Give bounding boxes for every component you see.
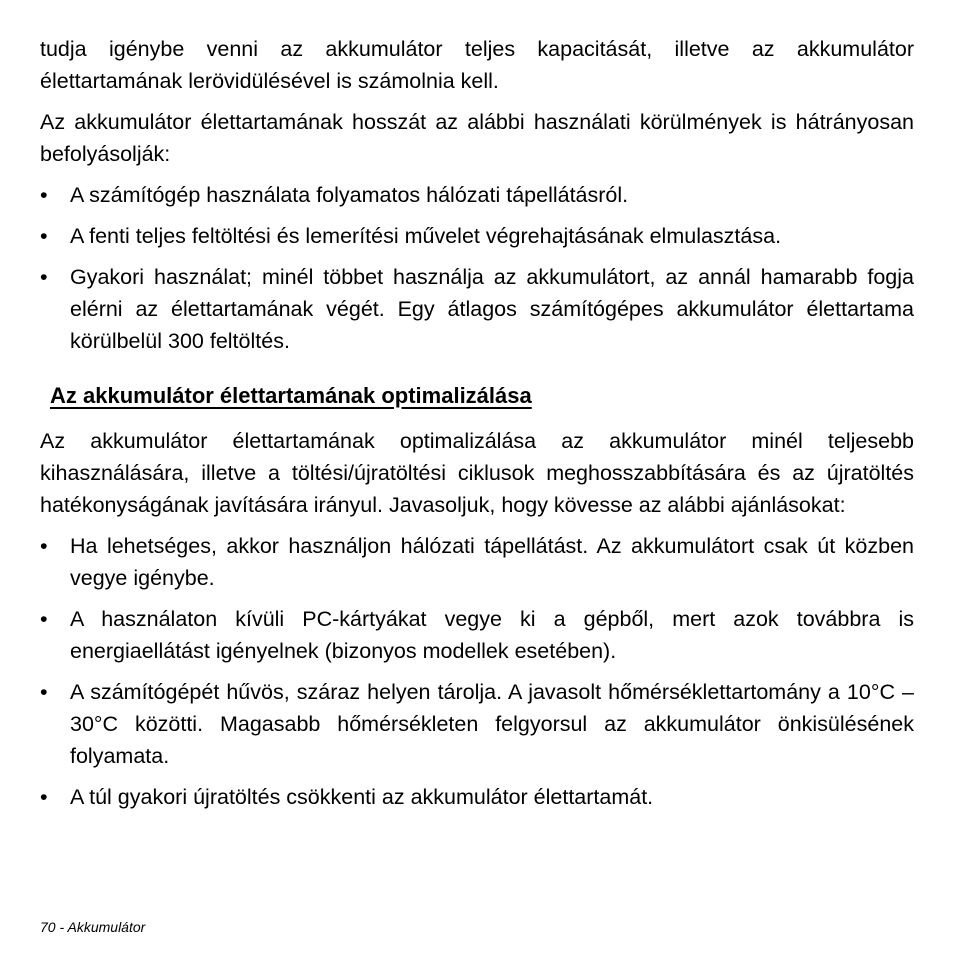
section-heading: Az akkumulátor élettartamának optimalizálása: [50, 383, 532, 408]
intro-paragraph-1: tudja igénybe venni az akkumulátor teljes kapacitását, illetve az akkumulátor élettartamának lerövidülésével is számolnia kell.: [40, 37, 914, 93]
list-item: [40, 781, 914, 813]
list-item: [40, 261, 914, 357]
list-item-text: A számítógép használata folyamatos hálózati tápellátásról.: [70, 183, 629, 207]
list-item-text: Ha lehetséges, akkor használjon hálózati tápellátást. Az akkumulátort csak út közben vegye igénybe.: [70, 534, 914, 590]
list-item: [40, 220, 914, 252]
bullet-icon: •: [40, 785, 48, 809]
bullet-icon: •: [40, 680, 48, 704]
list-item-text: A számítógépét hűvös, száraz helyen tárolja. A javasolt hőmérséklettartomány a 10°C – 30°C közötti. Magasabb hőmérsékleten felgyorsul az akkumulátor önkisülésének folyamata.: [70, 680, 914, 768]
list-item: [40, 179, 914, 211]
document-page: [40, 33, 914, 822]
bullet-icon: •: [40, 265, 48, 289]
page-footer: 70 - Akkumulátor: [40, 919, 146, 935]
bullet-icon: •: [40, 183, 48, 207]
intro-paragraph-2: Az akkumulátor élettartamának hosszát az alábbi használati körülmények is hátrányosan befolyásolják:: [40, 110, 914, 166]
list-item-text: Gyakori használat; minél többet használja az akkumulátort, az annál hamarabb fogja elérni az élettartamának végét. Egy átlagos számítógépes akkumulátor élettartama körülbelül 300 feltöltés.: [70, 265, 914, 353]
bullet-icon: •: [40, 224, 48, 248]
list-item: [40, 603, 914, 667]
bullet-icon: •: [40, 534, 48, 558]
list-item: [40, 530, 914, 594]
bullet-icon: •: [40, 607, 48, 631]
intro-bullet-list: [40, 179, 914, 357]
recommendation-bullet-list: [40, 530, 914, 813]
list-item-text: A fenti teljes feltöltési és lemerítési művelet végrehajtásának elmulasztása.: [70, 224, 782, 248]
list-item: [40, 676, 914, 772]
list-item-text: A túl gyakori újratöltés csökkenti az akkumulátor élettartamát.: [70, 785, 654, 809]
list-item-text: A használaton kívüli PC-kártyákat vegye ki a gépből, mert azok továbbra is energiaellátást igényelnek (bizonyos modellek esetében).: [70, 607, 914, 663]
section-paragraph: Az akkumulátor élettartamának optimalizálása az akkumulátor minél teljesebb kihasználására, illetve a töltési/újratöltési ciklusok meghosszabbítására és az újratöltés hatékonyságának javítására irányul. Javasoljuk, hogy kövesse az alábbi ajánlásokat:: [40, 429, 914, 517]
